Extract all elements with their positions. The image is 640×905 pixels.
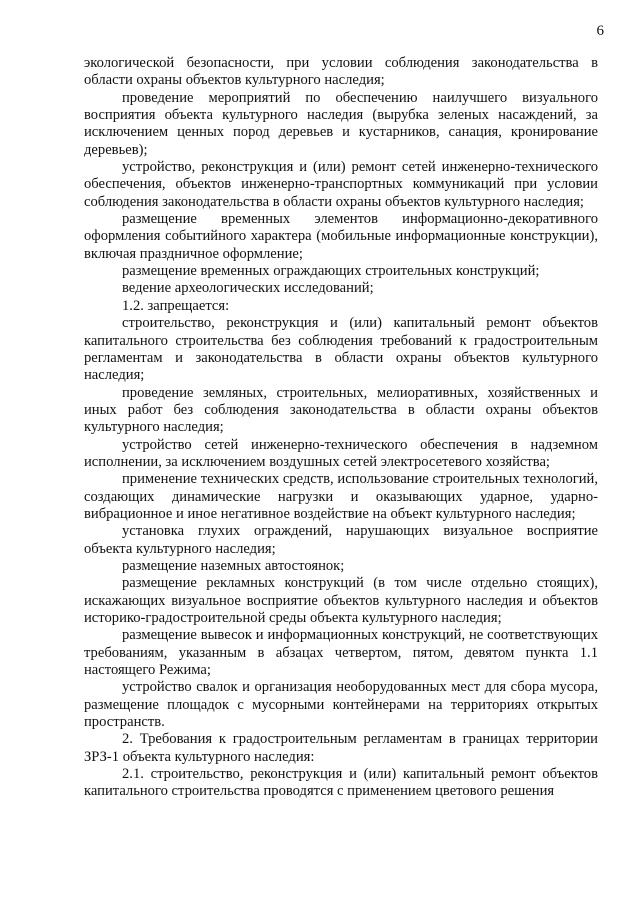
paragraph: проведение мероприятий по обеспечению наилучшего визуального восприятия объекта культурного наследия (вырубка зеленых насаждений, за исключением ценных пород деревьев и кустарников, санация, кронирование деревьев);: [84, 89, 598, 158]
paragraph: размещение временных ограждающих строительных конструкций;: [122, 263, 540, 280]
paragraph: устройство свалок и организация необорудованных мест для сбора мусора, размещение площадок с мусорными контейнерами на территориях открытых пространств.: [84, 679, 598, 731]
paragraph: экологической безопасности, при условии соблюдения законодательства в области охраны объектов культурного наследия;: [84, 55, 598, 89]
paragraph: проведение земляных, строительных, мелиоративных, хозяйственных и иных работ без соблюдения законодательства в области охраны объектов культурного наследия;: [84, 384, 598, 436]
document-body: [84, 55, 598, 801]
paragraph: устройство сетей инженерно-технического обеспечения в надземном исполнении, за исключением воздушных сетей электросетевого хозяйства;: [84, 436, 598, 470]
paragraph: размещение временных элементов информационно-декоративного оформления событийного характера (мобильные информационные конструкции), включая праздничное оформление;: [84, 211, 598, 262]
paragraph: 2.1. строительство, реконструкция и (или) капитальный ремонт объектов капитального строительства проводятся с применением цветового решения: [84, 766, 598, 800]
section-heading: 2. Требования к градостроительным регламентам в границах территории ЗРЗ-1 объекта культурного наследия:: [84, 731, 598, 765]
paragraph: устройство, реконструкция и (или) ремонт сетей инженерно-технического обеспечения, объектов инженерно-транспортных коммуникаций при условии соблюдения законодательства в области охраны объектов культурного наследия;: [84, 159, 598, 210]
paragraph: строительство, реконструкция и (или) капитальный ремонт объектов капитального строительства без соблюдения требований к градостроительным регламентам и законодательства в области охраны объектов культурного наследия;: [84, 315, 598, 384]
paragraph: размещение наземных автостоянок;: [122, 557, 345, 574]
page-number: 6: [596, 23, 604, 39]
section-heading: 1.2. запрещается:: [122, 297, 230, 314]
paragraph: ведение археологических исследований;: [122, 280, 374, 297]
paragraph: применение технических средств, использование строительных технологий, создающих динамические нагрузки и оказывающих ударное, ударно-вибрационное и иное негативное воздействие на объект культурного наследия;: [84, 471, 598, 522]
paragraph: установка глухих ограждений, нарушающих визуальное восприятие объекта культурного наследия;: [84, 523, 598, 557]
paragraph: размещение вывесок и информационных конструкций, не соответствующих требованиям, указанным в абзацах четвертом, пятом, девятом пункта 1.1 настоящего Режима;: [84, 627, 598, 679]
paragraph: размещение рекламных конструкций (в том числе отдельно стоящих), искажающих визуальное восприятие объектов культурного наследия и объектов историко-градостроительной среды объекта культурного наследия;: [84, 575, 598, 626]
